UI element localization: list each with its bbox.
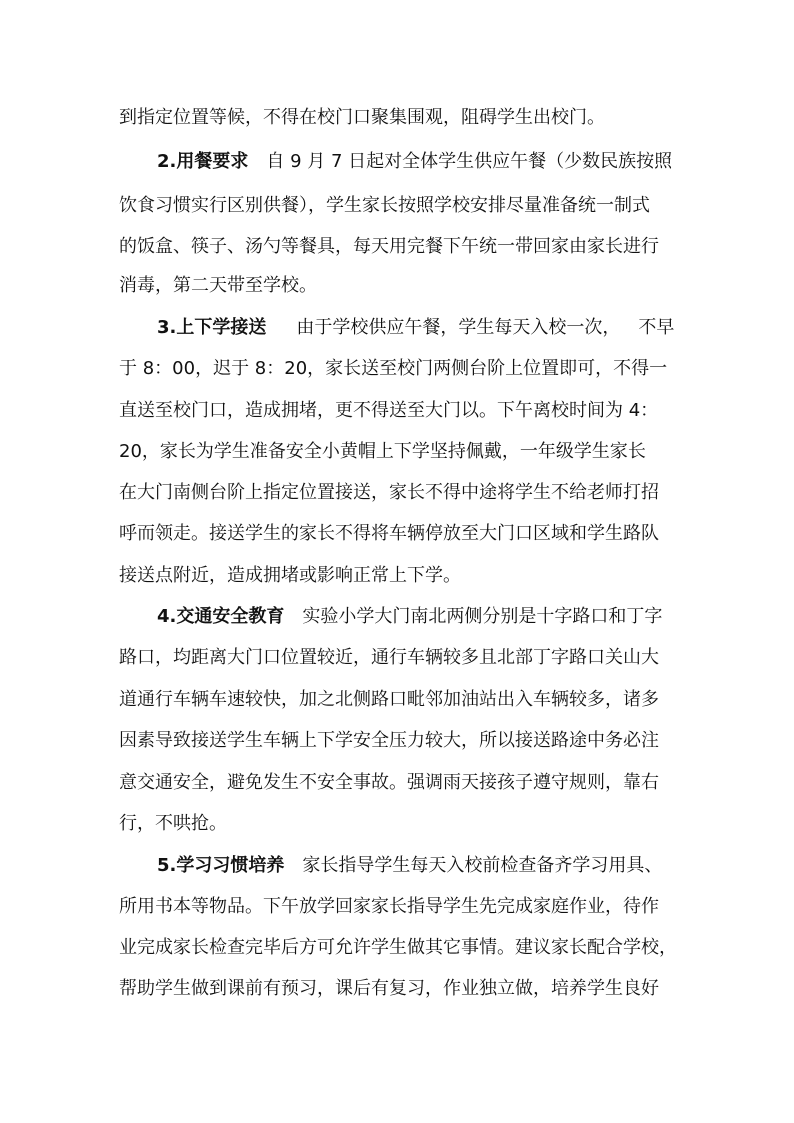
traffic-safety-paragraph-start — [157, 601, 684, 633]
document-line-5: 消毒，第二天带至学校。 — [119, 275, 317, 296]
meal-requirements-paragraph-start — [157, 146, 684, 178]
document-line-18: 行，不哄抢。 — [119, 813, 227, 834]
study-habits-text: 家长指导学生每天入校前检查备齐学习用具、 — [302, 855, 663, 876]
document-line-8: 直送至校门口，造成拥堵，更不得送至大门以。下午离校时间为 4： — [119, 400, 659, 421]
document-line-9: 20，家长为学生准备安全小黄帽上下学坚持佩戴，一年级学生家长 — [119, 441, 646, 462]
document-line-17: 意交通安全，避免发生不安全事故。强调雨天接孩子遵守规则，靠右 — [119, 772, 659, 793]
pickup-text: 由于学校供应午餐，学生每天入校一次， — [296, 317, 621, 338]
document-line-1: 到指定位置等候，不得在校门口聚集围观，阻碍学生出校门。 — [119, 107, 605, 128]
document-line-16: 因素导致接送学生车辆上下学安全压力较大，所以接送路途中务必注 — [119, 730, 659, 751]
pickup-paragraph-start — [157, 312, 684, 344]
study-habits-heading: 5.学习习惯培养 — [157, 855, 285, 876]
document-line-14: 路口，均距离大门口位置较近，通行车辆较多且北部丁字路口关山大 — [119, 647, 659, 668]
document-line-21: 业完成家长检查完毕后方可允许学生做其它事情。建议家长配合学校， — [119, 937, 677, 958]
document-line-22: 帮助学生做到课前有预习，课后有复习，作业独立做，培养学生良好 — [119, 978, 659, 999]
traffic-safety-heading: 4.交通安全教育 — [157, 606, 285, 627]
meal-requirements-heading: 2.用餐要求 — [157, 151, 249, 172]
document-line-4: 的饭盒、筷子、汤勺等餐具，每天用完餐下午统一带回家由家长进行 — [119, 236, 659, 257]
study-habits-paragraph-start — [157, 850, 684, 882]
document-line-11: 呼而领走。接送学生的家长不得将车辆停放至大门口区域和学生路队 — [119, 523, 659, 544]
traffic-safety-text: 实验小学大门南北两侧分别是十字路口和丁字 — [302, 606, 663, 627]
document-line-10: 在大门南侧台阶上指定位置接送，家长不得中途将学生不给老师打招 — [119, 482, 659, 503]
document-line-3: 饮食习惯实行区别供餐），学生家长按照学校安排尽量准备统一制式 — [119, 195, 650, 216]
document-line-12: 接送点附近，造成拥堵或影响正常上下学。 — [119, 565, 461, 586]
document-line-15: 道通行车辆车速较快，加之北侧路口毗邻加油站出入车辆较多，诸多 — [119, 689, 659, 710]
document-line-20: 所用书本等物品。下午放学回家家长指导学生先完成家庭作业，待作 — [119, 896, 659, 917]
document-line-7: 于 8：00，迟于 8：20，家长送至校门两侧台阶上位置即可，不得一 — [119, 358, 668, 379]
meal-requirements-text: 自 9 月 7 日起对全体学生供应午餐（少数民族按照 — [266, 151, 673, 172]
pickup-text-tail: 不早 — [638, 317, 675, 338]
pickup-heading: 3.上下学接送 — [157, 317, 267, 338]
